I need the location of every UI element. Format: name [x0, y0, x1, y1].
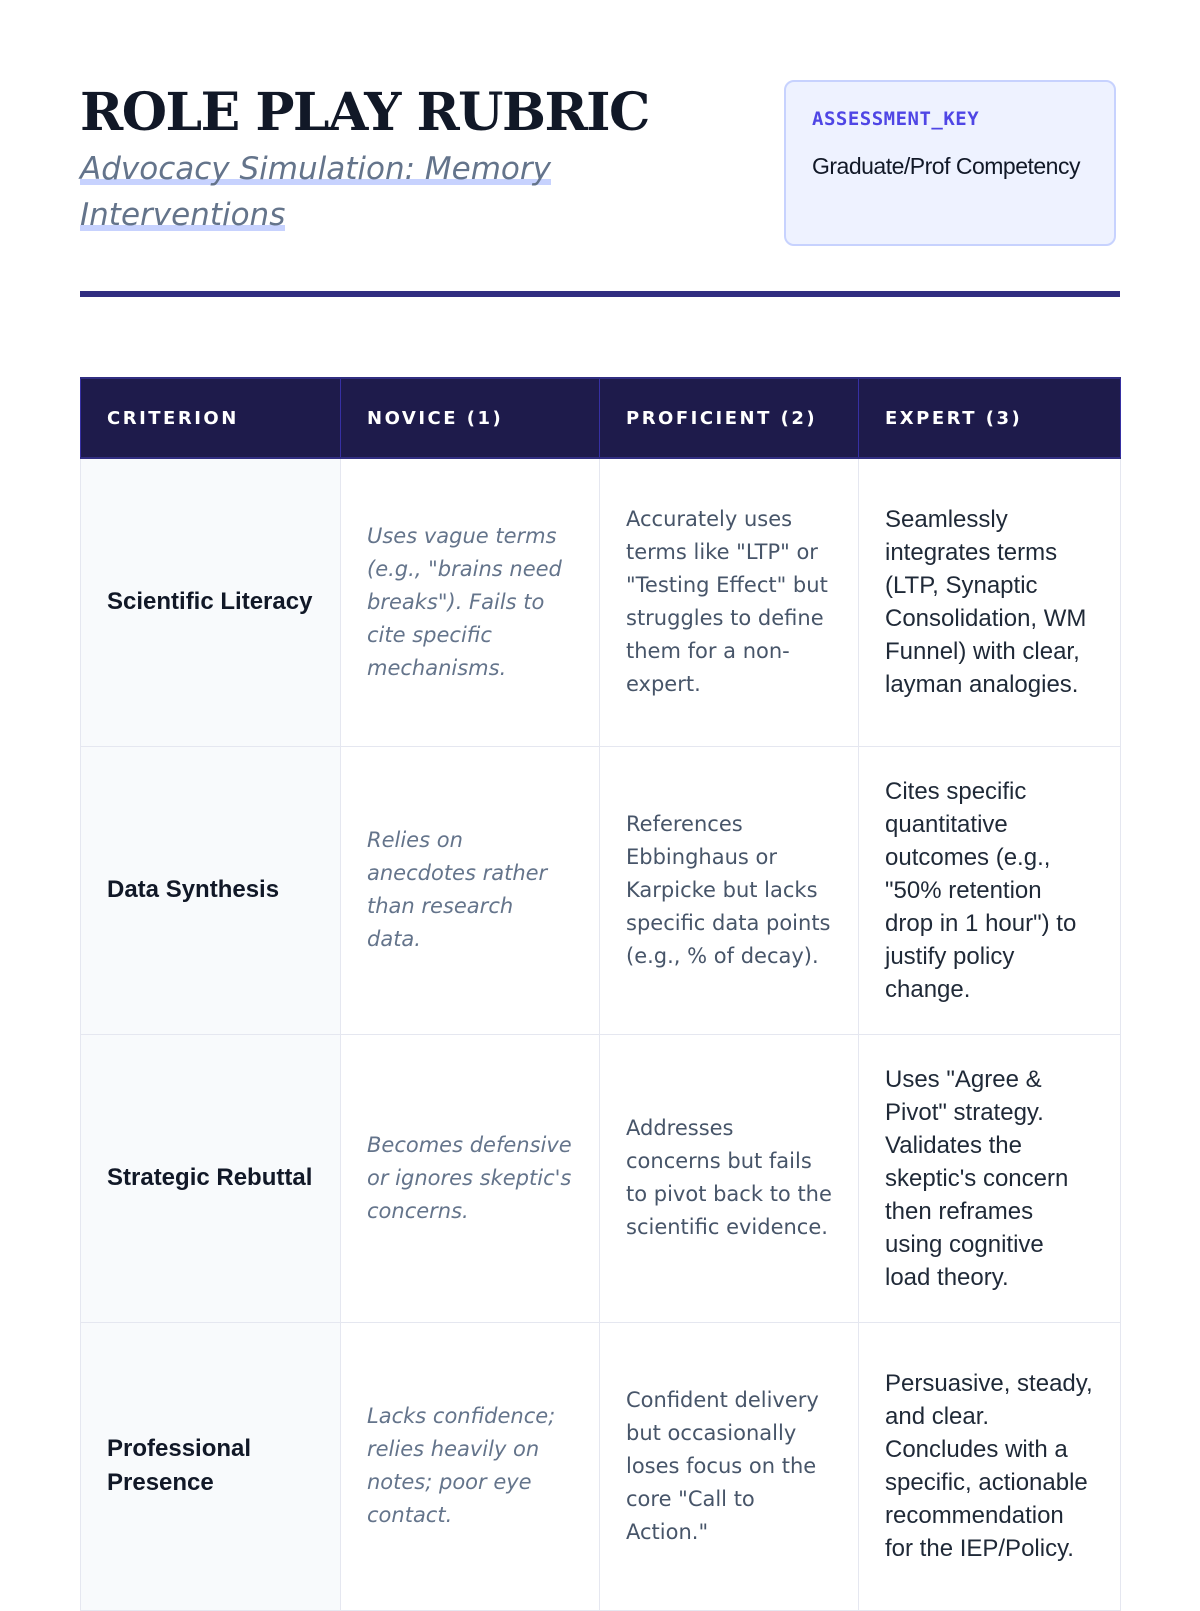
- expert-cell: Seamlessly integrates terms (LTP, Synaptic Consolidation, WM Funnel) with clear, layman analogies.: [859, 458, 1121, 746]
- header: [80, 80, 1120, 298]
- novice-cell: Relies on anecdotes rather than research data.: [341, 746, 600, 1034]
- header-divider: [80, 291, 1120, 297]
- proficient-cell: Accurately uses terms like "LTP" or "Testing Effect" but struggles to define them for a non-expert.: [600, 458, 859, 746]
- expert-cell: Uses "Agree & Pivot" strategy. Validates the skeptic's concern then reframes using cognitive load theory.: [859, 1034, 1121, 1322]
- subtitle-line-2: Interventions: [80, 197, 286, 233]
- page-subtitle: [80, 146, 640, 238]
- criterion-cell: Scientific Literacy: [81, 458, 341, 746]
- novice-cell: Becomes defensive or ignores skeptic's concerns.: [341, 1034, 600, 1322]
- subtitle-line-1: Advocacy Simulation: Memory: [80, 151, 551, 187]
- rubric-table: [80, 377, 1121, 1611]
- criterion-cell: Data Synthesis: [81, 746, 341, 1034]
- proficient-cell: References Ebbinghaus or Karpicke but lacks specific data points (e.g., % of decay).: [600, 746, 859, 1034]
- expert-cell: Cites specific quantitative outcomes (e.g., "50% retention drop in 1 hour") to justify policy change.: [859, 746, 1121, 1034]
- assessment-key-label: ASSESSMENT_KEY: [812, 108, 980, 130]
- header-proficient: PROFICIENT (2): [600, 378, 859, 458]
- table-row: [81, 746, 1121, 1034]
- page-title: ROLE PLAY RUBRIC: [80, 82, 649, 143]
- proficient-cell: Addresses concerns but fails to pivot back to the scientific evidence.: [600, 1034, 859, 1322]
- table-row: [81, 1322, 1121, 1610]
- novice-cell: Uses vague terms (e.g., "brains need breaks"). Fails to cite specific mechanisms.: [341, 458, 600, 746]
- header-expert: EXPERT (3): [859, 378, 1121, 458]
- table-row: [81, 458, 1121, 746]
- proficient-cell: Confident delivery but occasionally loses focus on the core "Call to Action.": [600, 1322, 859, 1610]
- table-header-row: [81, 378, 1121, 458]
- assessment-key-value: Graduate/Prof Competency: [812, 153, 1080, 179]
- header-criterion: CRITERION: [81, 378, 341, 458]
- novice-cell: Lacks confidence; relies heavily on notes; poor eye contact.: [341, 1322, 600, 1610]
- criterion-cell: Professional Presence: [81, 1322, 341, 1610]
- table-row: [81, 1034, 1121, 1322]
- header-novice: NOVICE (1): [341, 378, 600, 458]
- assessment-key-box: [784, 80, 1116, 246]
- criterion-cell: Strategic Rebuttal: [81, 1034, 341, 1322]
- expert-cell: Persuasive, steady, and clear. Concludes with a specific, actionable recommendation for the IEP/Policy.: [859, 1322, 1121, 1610]
- rubric-page: [80, 80, 1120, 1562]
